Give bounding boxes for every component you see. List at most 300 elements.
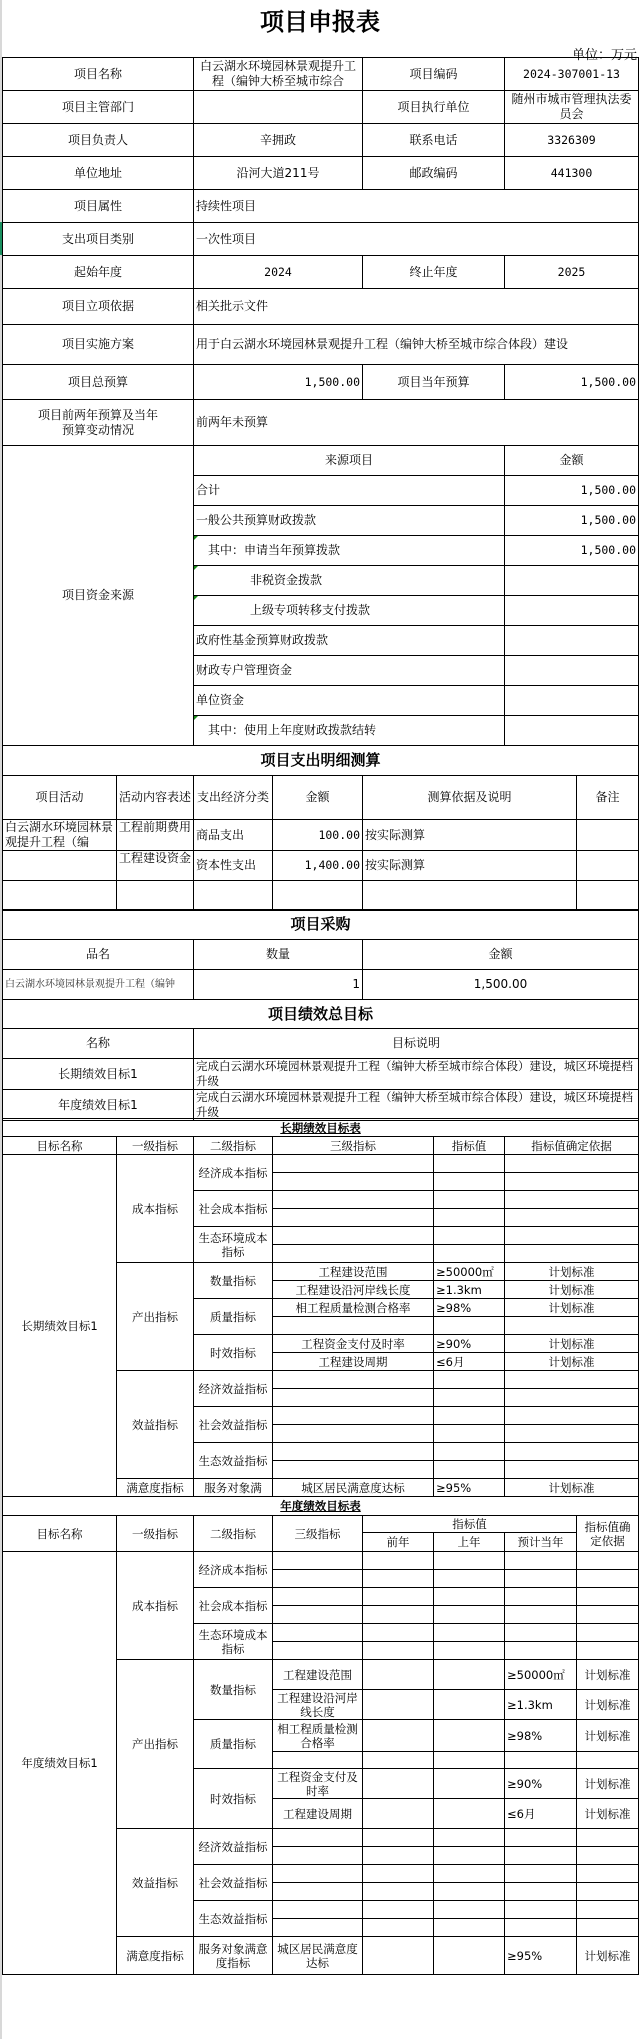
label: 起始年度 [3, 256, 194, 289]
cell[interactable] [273, 1865, 363, 1883]
basis[interactable]: 按实际测算 [363, 851, 577, 881]
cell[interactable] [434, 1690, 505, 1720]
fund-amount[interactable]: 1,500.00 [505, 536, 639, 566]
cell[interactable] [363, 1883, 434, 1901]
goal-desc[interactable]: 完成白云湖水环境园林景观提升工程（编钟大桥至城市综合体段）建设，城区环境提档升级 [194, 1059, 639, 1090]
l1-cost: 成本指标 [117, 1155, 194, 1263]
fund-amount[interactable] [505, 566, 639, 596]
cell[interactable] [577, 1919, 639, 1937]
l3[interactable]: 工程资金支付及时率 [273, 1335, 434, 1353]
end-year[interactable]: 2025 [505, 256, 639, 289]
expense-table [2, 745, 639, 911]
l1-output: 产出指标 [117, 1263, 194, 1371]
cell[interactable] [273, 1155, 434, 1173]
l2: 数量指标 [194, 1660, 273, 1720]
unit-label: 单位：万元 [571, 48, 637, 63]
l2: 经济成本指标 [194, 1155, 273, 1191]
cell[interactable] [577, 1624, 639, 1642]
cell[interactable] [505, 1371, 639, 1389]
col-header: 备注 [577, 776, 639, 820]
value[interactable]: ≥50000㎡ [505, 1660, 577, 1690]
section-title: 项目绩效总目标 [3, 1000, 639, 1029]
cell[interactable] [434, 1570, 505, 1588]
col-subheader: 前年 [363, 1533, 434, 1552]
value[interactable]: ≥95% [434, 1479, 505, 1497]
label: 项目总预算 [3, 365, 194, 400]
cell[interactable] [434, 1720, 505, 1752]
l3[interactable]: 相工程质量检测合格率 [273, 1299, 434, 1317]
amount[interactable]: 100.00 [273, 820, 363, 851]
l3[interactable]: 工程建设范围 [273, 1263, 434, 1281]
l2: 数量指标 [194, 1263, 273, 1299]
col-header: 指标值确定依据 [577, 1516, 639, 1552]
label: 项目主管部门 [3, 91, 194, 124]
l1-satisfaction: 满意度指标 [117, 1937, 194, 1975]
value[interactable]: ≥90% [505, 1769, 577, 1799]
cell[interactable] [273, 1461, 434, 1479]
cell[interactable] [273, 1407, 434, 1425]
cell[interactable] [577, 1865, 639, 1883]
cell[interactable] [273, 1919, 363, 1937]
cell[interactable] [363, 1660, 434, 1690]
l2: 社会成本指标 [194, 1191, 273, 1227]
value[interactable]: ≤6月 [434, 1353, 505, 1371]
basis[interactable]: 计划标准 [577, 1720, 639, 1752]
l2: 经济效益指标 [194, 1829, 273, 1865]
l1-satisfaction: 满意度指标 [117, 1479, 194, 1497]
attr[interactable]: 持续性项目 [194, 190, 639, 223]
goal-name: 长期绩效目标1 [3, 1059, 194, 1090]
l2: 经济效益指标 [194, 1371, 273, 1407]
cell[interactable] [434, 1173, 505, 1191]
fund-source: 单位资金 [194, 686, 505, 716]
cell[interactable] [434, 1752, 505, 1769]
cell[interactable] [577, 1752, 639, 1769]
l1-output: 产出指标 [117, 1660, 194, 1829]
l3[interactable]: 相工程质量检测合格率 [273, 1720, 363, 1752]
funding-label: 项目资金来源 [3, 446, 194, 746]
cell[interactable] [273, 1245, 434, 1263]
cell[interactable] [434, 1209, 505, 1227]
cell[interactable] [363, 1799, 434, 1829]
col-header: 数量 [194, 940, 363, 970]
col-header: 指标值 [363, 1516, 577, 1533]
fund-source: 政府性基金预算财政拨款 [194, 626, 505, 656]
cell[interactable] [505, 1570, 577, 1588]
l2: 生态环境成本指标 [194, 1624, 273, 1660]
fund-source: 上级专项转移支付拨款 [194, 596, 505, 626]
cell[interactable] [434, 1588, 505, 1606]
cell[interactable] [273, 1901, 363, 1919]
label: 单位地址 [3, 157, 194, 190]
type[interactable]: 一次性项目 [194, 223, 639, 256]
cell[interactable] [273, 1642, 363, 1660]
cell[interactable] [363, 1937, 434, 1975]
cell[interactable] [434, 1317, 505, 1335]
fund-amount[interactable] [505, 626, 639, 656]
cell[interactable] [577, 1642, 639, 1660]
label: 联系电话 [363, 124, 505, 157]
col-header: 三级指标 [273, 1516, 363, 1552]
cell[interactable] [434, 1606, 505, 1624]
value[interactable]: ≥95% [505, 1937, 577, 1975]
col-header: 来源项目 [194, 446, 505, 476]
cell[interactable] [273, 1371, 434, 1389]
value[interactable]: ≥1.3km [505, 1690, 577, 1720]
col-header: 支出经济分类 [194, 776, 273, 820]
cell[interactable] [273, 1173, 434, 1191]
cell[interactable] [273, 1606, 363, 1624]
l3[interactable]: 工程建设沿河岸线长度 [273, 1281, 434, 1299]
goal-name: 年度绩效目标1 [3, 1090, 194, 1121]
cell[interactable] [434, 1799, 505, 1829]
cell[interactable] [505, 1552, 577, 1570]
col-header: 一级指标 [117, 1137, 194, 1155]
empty-cell[interactable] [273, 881, 363, 911]
cell[interactable] [434, 1883, 505, 1901]
cell[interactable] [273, 1425, 434, 1443]
basis[interactable]: 计划标准 [505, 1299, 639, 1317]
cell[interactable] [505, 1624, 577, 1642]
plan[interactable]: 用于白云湖水环境园林景观提升工程（编钟大桥至城市综合体段）建设 [194, 325, 639, 365]
note[interactable] [577, 820, 639, 851]
l3[interactable]: 工程资金支付及时率 [273, 1769, 363, 1799]
label: 项目立项依据 [3, 289, 194, 325]
col-header: 活动内容表述 [117, 776, 194, 820]
value[interactable]: ≥98% [434, 1299, 505, 1317]
cell[interactable] [434, 1227, 505, 1245]
cell[interactable] [505, 1588, 577, 1606]
col-header: 项目活动 [3, 776, 117, 820]
cell[interactable] [577, 1606, 639, 1624]
empty-cell[interactable] [117, 881, 194, 911]
label: 项目名称 [3, 58, 194, 91]
basis[interactable]: 计划标准 [577, 1799, 639, 1829]
basis[interactable]: 计划标准 [505, 1281, 639, 1299]
l1-cost: 成本指标 [117, 1552, 194, 1660]
col-header: 二级指标 [194, 1137, 273, 1155]
cell[interactable] [577, 1829, 639, 1847]
exec-unit[interactable]: 随州市城市管理执法委员会 [505, 91, 639, 124]
l3[interactable]: 城区居民满意度达标 [273, 1937, 363, 1975]
cell[interactable] [363, 1901, 434, 1919]
cell[interactable] [434, 1552, 505, 1570]
longterm-table [2, 1118, 639, 1497]
basis[interactable]: 计划标准 [577, 1690, 639, 1720]
label: 终止年度 [363, 256, 505, 289]
cell[interactable] [273, 1227, 434, 1245]
cell[interactable] [505, 1883, 577, 1901]
cell[interactable] [363, 1847, 434, 1865]
section-title: 年度绩效目标表 [3, 1497, 639, 1516]
cell[interactable] [434, 1461, 505, 1479]
cell[interactable] [363, 1606, 434, 1624]
cell[interactable] [505, 1209, 639, 1227]
activity-empty[interactable] [3, 851, 117, 881]
l2: 质量指标 [194, 1299, 273, 1335]
cell[interactable] [273, 1588, 363, 1606]
cell[interactable] [505, 1155, 639, 1173]
econ-class[interactable]: 商品支出 [194, 820, 273, 851]
annual-table [2, 1496, 639, 1975]
cell[interactable] [434, 1624, 505, 1642]
l3[interactable]: 工程建设沿河岸线长度 [273, 1690, 363, 1720]
value[interactable]: ≥98% [505, 1720, 577, 1752]
l2: 生态效益指标 [194, 1443, 273, 1479]
basis[interactable]: 计划标准 [505, 1335, 639, 1353]
basis[interactable]: 计划标准 [577, 1769, 639, 1799]
cell[interactable] [434, 1919, 505, 1937]
cell[interactable] [434, 1847, 505, 1865]
cell[interactable] [273, 1752, 363, 1769]
cell[interactable] [273, 1829, 363, 1847]
fund-amount[interactable]: 1,500.00 [505, 506, 639, 536]
section-title: 项目支出明细测算 [3, 746, 639, 776]
cell[interactable] [363, 1552, 434, 1570]
label: 项目编码 [363, 58, 505, 91]
cell[interactable] [363, 1588, 434, 1606]
fund-amount[interactable] [505, 656, 639, 686]
l3[interactable]: 工程建设范围 [273, 1660, 363, 1690]
cell[interactable] [434, 1769, 505, 1799]
cell[interactable] [363, 1720, 434, 1752]
value[interactable]: ≥90% [434, 1335, 505, 1353]
col-header: 指标值 [434, 1137, 505, 1155]
item-qty[interactable]: 1 [194, 970, 363, 1000]
cell[interactable] [577, 1570, 639, 1588]
l2: 服务对象满意度指标 [194, 1937, 273, 1975]
cell[interactable] [434, 1660, 505, 1690]
fund-source: 财政专户管理资金 [194, 656, 505, 686]
cell[interactable] [363, 1919, 434, 1937]
content[interactable]: 工程建设资金 [117, 851, 194, 881]
goal-name: 长期绩效目标1 [3, 1155, 117, 1497]
col-header: 三级指标 [273, 1137, 434, 1155]
empty-cell[interactable] [194, 881, 273, 911]
fund-source: 其中：使用上年度财政拨款结转 [194, 716, 505, 746]
cell[interactable] [505, 1461, 639, 1479]
amount[interactable]: 1,400.00 [273, 851, 363, 881]
total-budget[interactable]: 1,500.00 [194, 365, 363, 400]
overall-goals-table [2, 999, 639, 1121]
cell[interactable] [577, 1883, 639, 1901]
cell[interactable] [434, 1425, 505, 1443]
basis[interactable]: 计划标准 [505, 1479, 639, 1497]
address[interactable]: 沿河大道211号 [194, 157, 363, 190]
col-subheader: 上年 [434, 1533, 505, 1552]
l3[interactable]: 城区居民满意度达标 [273, 1479, 434, 1497]
cell[interactable] [434, 1443, 505, 1461]
cell[interactable] [577, 1847, 639, 1865]
l2: 时效指标 [194, 1335, 273, 1371]
item-amount[interactable]: 1,500.00 [363, 970, 639, 1000]
col-header: 二级指标 [194, 1516, 273, 1552]
basis[interactable]: 相关批示文件 [194, 289, 639, 325]
cell[interactable] [505, 1865, 577, 1883]
phone[interactable]: 3326309 [505, 124, 639, 157]
l2: 生态效益指标 [194, 1901, 273, 1937]
content[interactable]: 工程前期费用 [117, 820, 194, 851]
cell[interactable] [434, 1371, 505, 1389]
fund-amount[interactable]: 1,500.00 [505, 476, 639, 506]
l2: 生态环境成本指标 [194, 1227, 273, 1263]
cell[interactable] [273, 1847, 363, 1865]
cell[interactable] [363, 1865, 434, 1883]
cell[interactable] [505, 1245, 639, 1263]
cell[interactable] [505, 1642, 577, 1660]
cell[interactable] [434, 1155, 505, 1173]
cell[interactable] [577, 1901, 639, 1919]
cell[interactable] [434, 1191, 505, 1209]
l2: 社会效益指标 [194, 1865, 273, 1901]
cell[interactable] [434, 1829, 505, 1847]
empty-cell[interactable] [577, 881, 639, 911]
label: 项目实施方案 [3, 325, 194, 365]
value[interactable]: ≥50000㎡ [434, 1263, 505, 1281]
cell[interactable] [505, 1443, 639, 1461]
funding-table [2, 445, 639, 746]
cell[interactable] [577, 1552, 639, 1570]
zip[interactable]: 441300 [505, 157, 639, 190]
cell[interactable] [505, 1227, 639, 1245]
cell[interactable] [505, 1901, 577, 1919]
col-header: 金额 [505, 446, 639, 476]
label: 项目属性 [3, 190, 194, 223]
fund-amount[interactable] [505, 596, 639, 626]
cell[interactable] [505, 1317, 639, 1335]
fund-amount[interactable] [505, 716, 639, 746]
cell[interactable] [505, 1919, 577, 1937]
empty-cell[interactable] [3, 881, 117, 911]
activity[interactable]: 白云湖水环境园林景观提升工程（编 [3, 820, 117, 851]
change[interactable]: 前两年未预算 [194, 400, 639, 446]
cell[interactable] [434, 1407, 505, 1425]
cell[interactable] [505, 1389, 639, 1407]
cell[interactable] [505, 1606, 577, 1624]
basis[interactable]: 计划标准 [505, 1263, 639, 1281]
cell[interactable] [273, 1552, 363, 1570]
cell[interactable] [363, 1570, 434, 1588]
label: 项目负责人 [3, 124, 194, 157]
fund-source: 其中：申请当年预算拨款 [194, 536, 505, 566]
goal-desc[interactable]: 完成白云湖水环境园林景观提升工程（编钟大桥至城市综合体段）建设，城区环境提档升级 [194, 1090, 639, 1121]
cell[interactable] [273, 1389, 434, 1407]
col-header: 目标名称 [3, 1137, 117, 1155]
fund-source: 非税资金拨款 [194, 566, 505, 596]
cell[interactable] [434, 1245, 505, 1263]
l2: 质量指标 [194, 1720, 273, 1769]
basis[interactable]: 计划标准 [577, 1937, 639, 1975]
econ-class[interactable]: 资本性支出 [194, 851, 273, 881]
col-header: 一级指标 [117, 1516, 194, 1552]
l2: 社会成本指标 [194, 1588, 273, 1624]
l3[interactable]: 工程建设周期 [273, 1353, 434, 1371]
section-title: 项目采购 [3, 910, 639, 940]
note[interactable] [577, 851, 639, 881]
l1-benefit: 效益指标 [117, 1829, 194, 1937]
cell[interactable] [363, 1752, 434, 1769]
l2: 服务对象满 [194, 1479, 273, 1497]
dept-value[interactable] [194, 91, 363, 124]
year-budget[interactable]: 1,500.00 [505, 365, 639, 400]
basis[interactable]: 按实际测算 [363, 820, 577, 851]
basis[interactable]: 计划标准 [505, 1353, 639, 1371]
basis[interactable]: 计划标准 [577, 1660, 639, 1690]
cell[interactable] [505, 1173, 639, 1191]
cell[interactable] [505, 1407, 639, 1425]
fund-amount[interactable] [505, 686, 639, 716]
fund-source: 合计 [194, 476, 505, 506]
cell[interactable] [273, 1624, 363, 1642]
cell[interactable] [505, 1425, 639, 1443]
l2: 社会效益指标 [194, 1407, 273, 1443]
empty-cell[interactable] [363, 881, 577, 911]
purchase-table [2, 909, 639, 1000]
start-year[interactable]: 2024 [194, 256, 363, 289]
label: 项目执行单位 [363, 91, 505, 124]
cell[interactable] [434, 1642, 505, 1660]
cell[interactable] [505, 1847, 577, 1865]
cell[interactable] [434, 1901, 505, 1919]
owner[interactable]: 辛拥政 [194, 124, 363, 157]
project-code[interactable]: 2024-307001-13 [505, 58, 639, 91]
col-header: 品名 [3, 940, 194, 970]
cell[interactable] [273, 1883, 363, 1901]
cell[interactable] [505, 1191, 639, 1209]
goal-name: 年度绩效目标1 [3, 1552, 117, 1975]
cell[interactable] [363, 1624, 434, 1642]
cell[interactable] [273, 1317, 434, 1335]
col-header: 金额 [273, 776, 363, 820]
cell[interactable] [363, 1769, 434, 1799]
col-header: 名称 [3, 1029, 194, 1059]
col-header: 测算依据及说明 [363, 776, 577, 820]
item-name[interactable]: 白云湖水环境园林景观提升工程（编钟 [3, 970, 194, 1000]
cell[interactable] [577, 1588, 639, 1606]
col-header: 目标名称 [3, 1516, 117, 1552]
cell[interactable] [273, 1209, 434, 1227]
cell[interactable] [505, 1829, 577, 1847]
col-subheader: 预计当年 [505, 1533, 577, 1552]
l2: 时效指标 [194, 1769, 273, 1829]
col-header: 指标值确定依据 [505, 1137, 639, 1155]
section-title: 长期绩效目标表 [3, 1119, 639, 1137]
cell[interactable] [363, 1690, 434, 1720]
l1-benefit: 效益指标 [117, 1371, 194, 1479]
cell[interactable] [434, 1937, 505, 1975]
cell[interactable] [505, 1752, 577, 1769]
cell[interactable] [434, 1389, 505, 1407]
cell[interactable] [434, 1865, 505, 1883]
cell[interactable] [363, 1829, 434, 1847]
col-header: 金额 [363, 940, 639, 970]
l2: 经济成本指标 [194, 1552, 273, 1588]
label: 项目当年预算 [363, 365, 505, 400]
label: 项目前两年预算及当年预算变动情况 [3, 400, 194, 446]
value[interactable]: ≥1.3km [434, 1281, 505, 1299]
label: 支出项目类别 [3, 223, 194, 256]
project-name[interactable]: 白云湖水环境园林景观提升工程（编钟大桥至城市综合 [194, 58, 363, 91]
cell[interactable] [273, 1191, 434, 1209]
value[interactable]: ≤6月 [505, 1799, 577, 1829]
cell[interactable] [273, 1443, 434, 1461]
cell[interactable] [273, 1570, 363, 1588]
fund-source: 一般公共预算财政拨款 [194, 506, 505, 536]
cell[interactable] [363, 1642, 434, 1660]
page-title: 项目申报表 [260, 7, 380, 36]
label: 邮政编码 [363, 157, 505, 190]
l3[interactable]: 工程建设周期 [273, 1799, 363, 1829]
